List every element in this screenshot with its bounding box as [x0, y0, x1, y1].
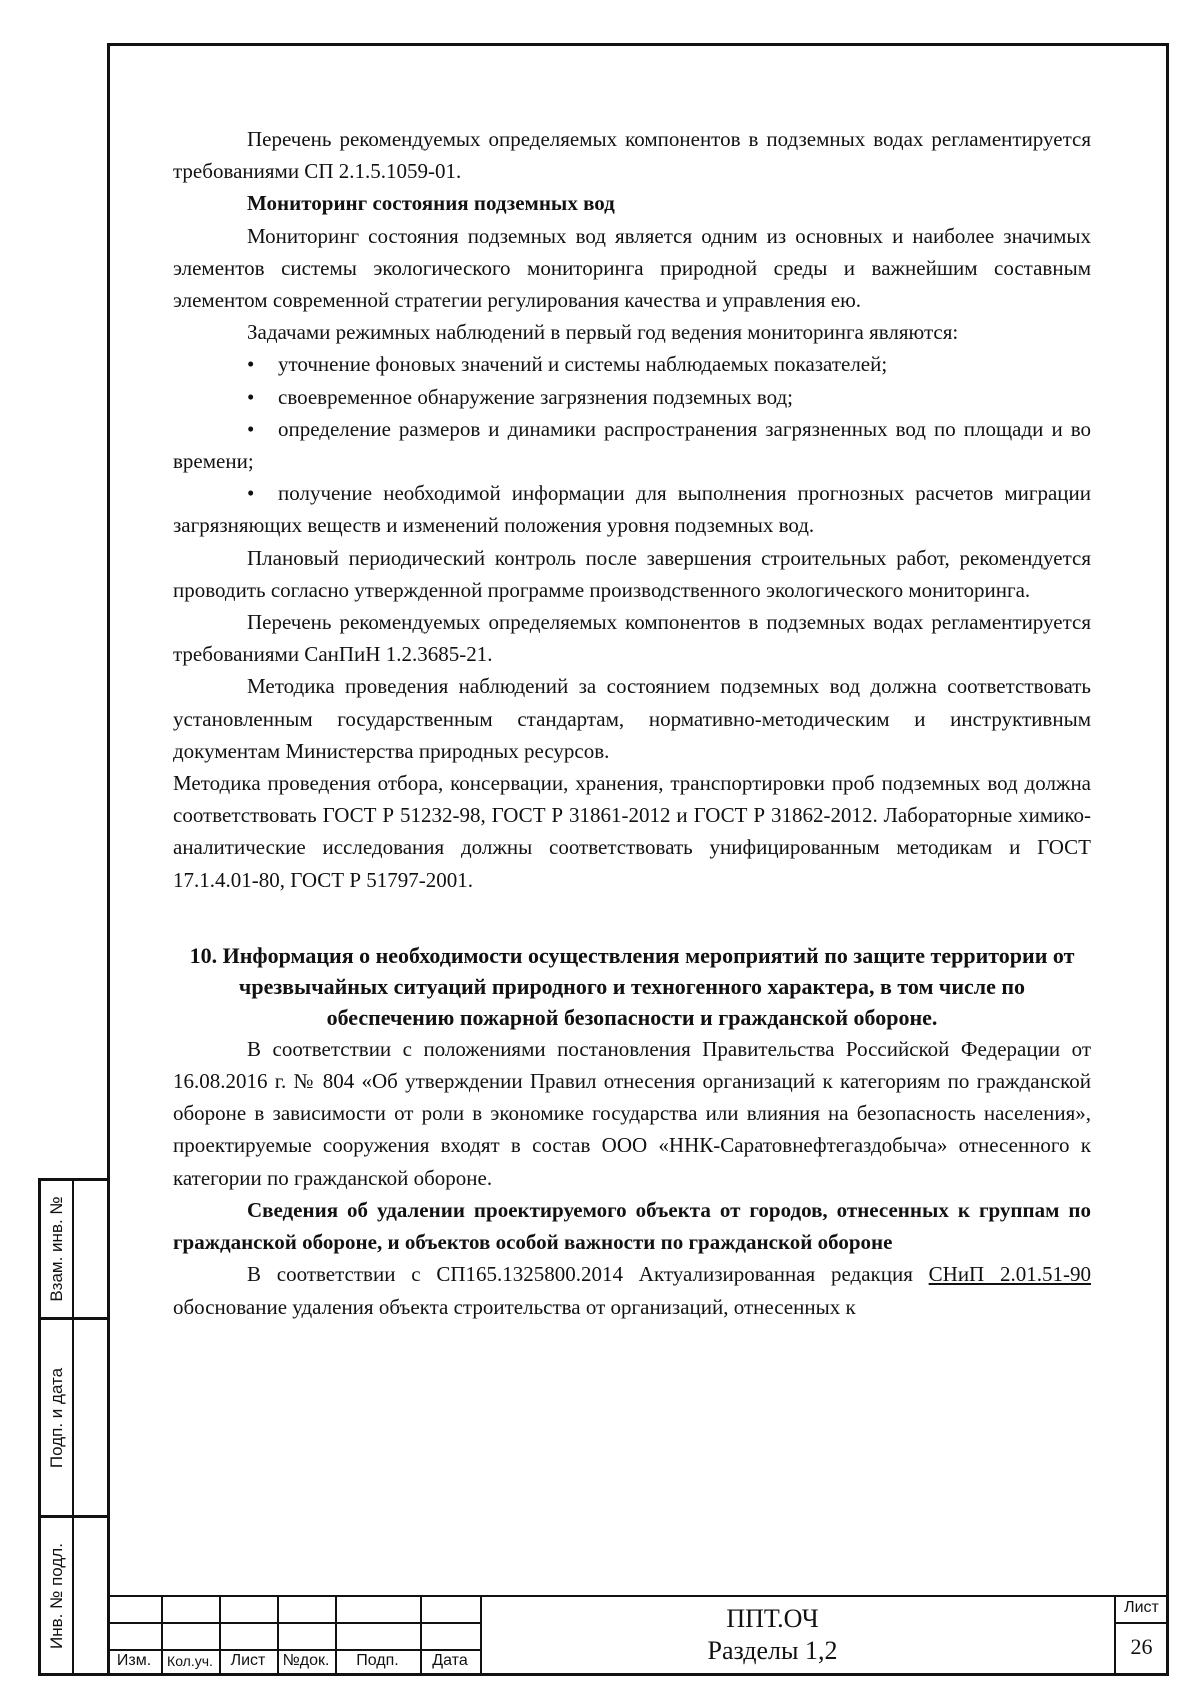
- title-block: [107, 1595, 1169, 1676]
- document-code: ППТ.ОЧ: [726, 1604, 819, 1633]
- col-podp: Подп.: [356, 1652, 399, 1669]
- snip-link[interactable]: СНиП 2.01.51-90: [928, 1262, 1091, 1287]
- subheading-distance: Сведения об удалении проектируемого объекта от городов, отнесенных к группам по гражданской обороне, и объектов особой важности по гражданской обороне: [173, 1197, 1091, 1255]
- sheet-label: Лист: [1124, 1599, 1159, 1616]
- paragraph-snip-end: обоснование удаления объекта строительства от организаций, отнесенных к: [173, 1294, 856, 1319]
- list-item-text: своевременное обнаружение загрязнения подземных вод;: [278, 384, 794, 409]
- side-label-inv: Инв. № подл.: [46, 1542, 66, 1649]
- paragraph-snip-start: В соответствии с СП165.1325800.2014 Актуализированная редакция: [247, 1262, 929, 1287]
- bullet-icon: •: [247, 384, 255, 409]
- side-box-podp: [38, 1317, 107, 1518]
- paragraph-components-sp: Перечень рекомендуемых определяемых компонентов в подземных водах регламентируется требованиями СП 2.1.5.1059-01.: [173, 127, 1091, 184]
- bullet-icon: •: [247, 481, 255, 506]
- paragraph-periodic-control: Плановый периодический контроль после завершения строительных работ, рекомендуется проводить согласно утвержденной программе производственного экологического мониторинга.: [173, 545, 1091, 602]
- col-kol-uch: Кол.уч.: [167, 1653, 213, 1669]
- side-label-vzam: Взам. инв. №: [46, 1196, 66, 1302]
- sheet-number: 26: [1130, 1634, 1153, 1659]
- paragraph-tasks: Задачами режимных наблюдений в первый год ведения мониторинга являются:: [247, 320, 959, 345]
- side-label-podp: Подп. и дата: [46, 1367, 66, 1468]
- list-item: [173, 413, 1091, 477]
- paragraph-sampling: Методика проведения отбора, консервации, хранения, транспортировки проб подземных вод должна соответствовать ГОСТ Р 51232-98, ГОСТ Р 31861-2012 и ГОСТ Р 31862-2012. Лабораторные химико-аналитические исследования должны соответствовать унифицированным методикам и ГОСТ 17.1.4.01-80, ГОСТ Р 51797-2001.: [173, 771, 1091, 892]
- list-item-text: определение размеров и динамики распространения загрязненных вод по площади и во времени;: [173, 416, 1091, 474]
- paragraph-monitoring-intro: Мониторинг состояния подземных вод является одним из основных и наиболее значимых элементов системы экологического мониторинга природной среды и важнейшим составным элементом современной стратегии регулирования качества и управления ею.: [173, 223, 1091, 313]
- paragraph-snip: [173, 1258, 1091, 1322]
- bullet-icon: •: [247, 352, 255, 377]
- col-izm: Изм.: [116, 1652, 152, 1669]
- col-list: Лист: [230, 1652, 266, 1669]
- list-item-text: уточнение фоновых значений и системы наблюдаемых показателей;: [278, 352, 888, 377]
- document-body: [173, 123, 1091, 1323]
- list-item: [173, 348, 1091, 380]
- paragraph-civil-defense: В соответствии с положениями постановления Правительства Российской Федерации от 16.08.2016 г. № 804 «Об утверждении Правил отнесения организаций к категориям по гражданской обороне в зависимости от роли в экономике государства или влияния на безопасность населения», проектируемые сооружения входят в состав ООО «ННК-Саратовнефтегаздобыча» отнесенного к категории по гражданской обороне.: [173, 1036, 1091, 1190]
- subheading-monitoring: Мониторинг состояния подземных вод: [247, 191, 615, 216]
- bullet-icon: •: [247, 416, 255, 441]
- list-item: [173, 381, 1091, 413]
- list-item-text: получение необходимой информации для выполнения прогнозных расчетов миграции загрязняющих веществ и изменений положения уровня подземных вод.: [173, 481, 1091, 538]
- paragraph-methodology: Методика проведения наблюдений за состоянием подземных вод должна соответствовать установленным государственным стандартам, нормативно-методическим и инструктивным документам Министерства природных ресурсов.: [173, 674, 1091, 763]
- list-item: [173, 477, 1091, 541]
- side-box-inv: [38, 1515, 107, 1676]
- document-subtitle: Разделы 1,2: [707, 1636, 838, 1665]
- paragraph-components-sanpin: Перечень рекомендуемых определяемых компонентов в подземных водах регламентируется требованиями СанПиН 1.2.3685-21.: [173, 610, 1091, 667]
- col-ndok: №док.: [282, 1652, 330, 1669]
- col-data: Дата: [432, 1652, 468, 1669]
- section-heading: 10. Информация о необходимости осуществления мероприятий по защите территории от чрезвычайных ситуаций природного и техногенного характера, в том числе по обеспечению пожарной безопасности и гражданской обороне.: [189, 942, 1075, 1030]
- side-box-vzam: [38, 1178, 107, 1320]
